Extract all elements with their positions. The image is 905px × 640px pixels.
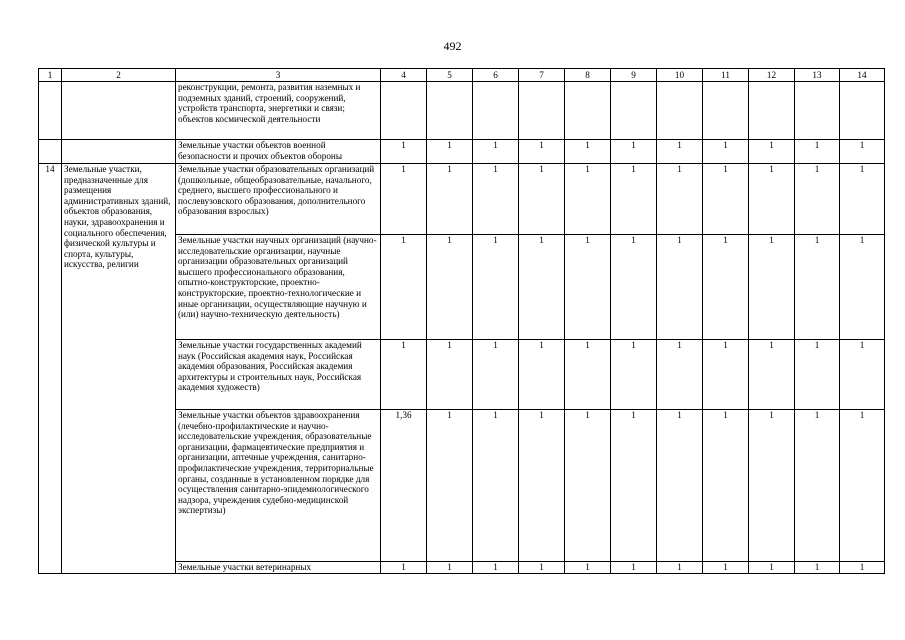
value-cell — [519, 82, 565, 140]
column-number-header: 11 — [703, 69, 749, 82]
column-number-header: 8 — [565, 69, 611, 82]
table-row — [39, 164, 885, 235]
group-name-cell: Земельные участки, предназначенные для размещения административных зданий, объектов образования, науки, здравоохранения и социального обеспечения, физической культуры и спорта, культуры, искусства, религии — [62, 164, 176, 574]
land-use-description-cell: Земельные участки объектов военной безопасности и прочих объектов обороны — [176, 140, 381, 164]
value-cell: 1 — [427, 410, 473, 562]
value-cell: 1 — [427, 340, 473, 410]
column-number-header: 6 — [473, 69, 519, 82]
value-cell: 1 — [795, 140, 840, 164]
value-cell: 1 — [519, 410, 565, 562]
value-cell: 1 — [795, 164, 840, 235]
value-cell: 1 — [840, 164, 885, 235]
value-cell: 1 — [795, 410, 840, 562]
value-cell: 1 — [565, 235, 611, 340]
value-cell: 1 — [749, 235, 795, 340]
value-cell: 1 — [611, 410, 657, 562]
column-number-header-row — [39, 69, 885, 82]
value-cell: 1 — [840, 562, 885, 574]
value-cell: 1 — [427, 140, 473, 164]
value-cell: 1 — [840, 410, 885, 562]
value-cell: 1 — [565, 340, 611, 410]
value-cell: 1 — [611, 140, 657, 164]
value-cell: 1 — [519, 164, 565, 235]
table-row — [39, 140, 885, 164]
value-cell: 1 — [473, 562, 519, 574]
group-number-cell: 14 — [39, 164, 62, 574]
group-name-cell — [62, 140, 176, 164]
value-cell: 1 — [840, 140, 885, 164]
value-cell: 1 — [473, 164, 519, 235]
value-cell — [795, 82, 840, 140]
value-cell: 1 — [565, 140, 611, 164]
value-cell: 1 — [657, 235, 703, 340]
value-cell — [427, 82, 473, 140]
value-cell: 1 — [657, 410, 703, 562]
land-use-description-cell: Земельные участки государственных академий наук (Российская академия наук, Российская академия образования, Российская академия архитектуры и строительных наук, Российская академия художеств) — [176, 340, 381, 410]
value-cell: 1 — [565, 562, 611, 574]
table-row — [39, 82, 885, 140]
page-number: 492 — [443, 39, 462, 53]
value-cell: 1 — [519, 140, 565, 164]
value-cell: 1 — [381, 562, 427, 574]
value-cell: 1 — [795, 562, 840, 574]
value-cell: 1 — [381, 140, 427, 164]
land-use-description-cell: Земельные участки объектов здравоохранения (лечебно-профилактические и научно-исследовательские учреждения, образовательные организации, фармацевтические предприятия и организации, аптечные учреждения, санитарно-профилактические учреждения, территориальные органы, созданные в установленном порядке для осуществления санитарно-эпидемиологического надзора, учреждения судебно-медицинской экспертизы) — [176, 410, 381, 562]
column-number-header: 3 — [176, 69, 381, 82]
value-cell: 1 — [611, 164, 657, 235]
value-cell: 1 — [703, 410, 749, 562]
value-cell: 1 — [749, 562, 795, 574]
value-cell: 1 — [703, 562, 749, 574]
column-number-header: 1 — [39, 69, 62, 82]
value-cell: 1 — [749, 164, 795, 235]
group-name-cell — [62, 82, 176, 140]
value-cell: 1 — [381, 235, 427, 340]
group-number-cell — [39, 82, 62, 140]
value-cell: 1 — [703, 235, 749, 340]
value-cell: 1 — [381, 340, 427, 410]
value-cell: 1 — [749, 340, 795, 410]
column-number-header: 14 — [840, 69, 885, 82]
value-cell: 1 — [427, 562, 473, 574]
coefficients-table — [38, 68, 885, 574]
value-cell: 1 — [749, 140, 795, 164]
value-cell: 1 — [795, 235, 840, 340]
column-number-header: 9 — [611, 69, 657, 82]
column-number-header: 13 — [795, 69, 840, 82]
value-cell — [749, 82, 795, 140]
value-cell: 1 — [840, 340, 885, 410]
value-cell — [565, 82, 611, 140]
value-cell: 1 — [657, 164, 703, 235]
value-cell — [840, 82, 885, 140]
value-cell: 1 — [611, 340, 657, 410]
value-cell: 1 — [565, 410, 611, 562]
value-cell: 1 — [427, 235, 473, 340]
value-cell — [473, 82, 519, 140]
column-number-header: 10 — [657, 69, 703, 82]
land-use-description-cell: реконструкции, ремонта, развития наземных и подземных зданий, строений, сооружений, устройств транспорта, энергетики и связи; объектов космической деятельности — [176, 82, 381, 140]
column-number-header: 7 — [519, 69, 565, 82]
value-cell: 1 — [473, 340, 519, 410]
value-cell: 1 — [519, 340, 565, 410]
column-number-header: 2 — [62, 69, 176, 82]
value-cell: 1 — [749, 410, 795, 562]
land-use-description-cell: Земельные участки научных организаций (научно-исследовательские организации, научные организации образовательных организаций высшего профессионального образования, опытно-конструкторские, проектно-конструкторские, проектно-технологические и иные организации, осуществляющие научную и (или) научно-техническую деятельность) — [176, 235, 381, 340]
value-cell: 1,36 — [381, 410, 427, 562]
value-cell — [611, 82, 657, 140]
value-cell: 1 — [703, 164, 749, 235]
group-number-cell — [39, 140, 62, 164]
value-cell: 1 — [473, 235, 519, 340]
column-number-header: 5 — [427, 69, 473, 82]
value-cell: 1 — [703, 140, 749, 164]
value-cell: 1 — [611, 562, 657, 574]
value-cell: 1 — [657, 140, 703, 164]
value-cell: 1 — [795, 340, 840, 410]
value-cell: 1 — [611, 235, 657, 340]
value-cell: 1 — [381, 164, 427, 235]
table-body — [39, 69, 885, 574]
value-cell: 1 — [657, 340, 703, 410]
column-number-header: 12 — [749, 69, 795, 82]
value-cell: 1 — [565, 164, 611, 235]
land-use-description-cell: Земельные участки образовательных организаций (дошкольные, общеобразовательные, начального, среднего, высшего профессионального и послевузовского образования, дополнительного образования взрослых) — [176, 164, 381, 235]
value-cell — [703, 82, 749, 140]
value-cell: 1 — [519, 235, 565, 340]
value-cell: 1 — [519, 562, 565, 574]
value-cell: 1 — [840, 235, 885, 340]
value-cell — [381, 82, 427, 140]
value-cell: 1 — [473, 140, 519, 164]
value-cell: 1 — [703, 340, 749, 410]
value-cell: 1 — [473, 410, 519, 562]
value-cell: 1 — [657, 562, 703, 574]
column-number-header: 4 — [381, 69, 427, 82]
land-use-description-cell: Земельные участки ветеринарных — [176, 562, 381, 574]
value-cell — [657, 82, 703, 140]
value-cell: 1 — [427, 164, 473, 235]
